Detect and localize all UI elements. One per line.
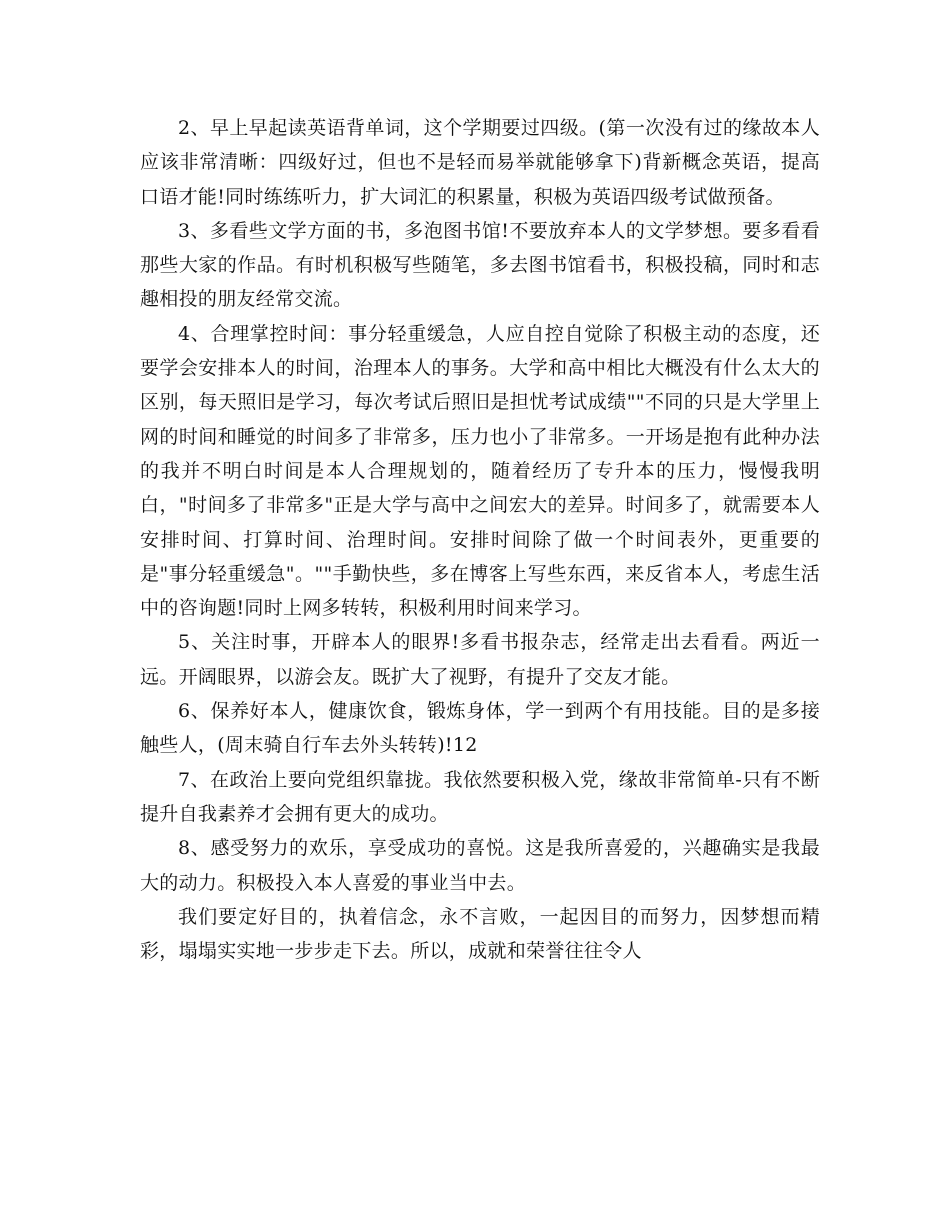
paragraph-conclusion: 我们要定好目的，执着信念，永不言败，一起因目的而努力，因梦想而精彩，塌塌实实地一步步走下去。所以，成就和荣誉往往令人 bbox=[140, 905, 820, 963]
paragraph-literature: 3、多看些文学方面的书，多泡图书馆!不要放弃本人的文学梦想。要多看看那些大家的作品。有时机积极写些随笔，多去图书馆看书，积极投稿，同时和志趣相投的朋友经常交流。 bbox=[140, 219, 820, 311]
paragraph-health: 6、保养好本人，健康饮食，锻炼身体，学一到两个有用技能。目的是多接触些人，(周末骑自行车去外头转转)!12 bbox=[140, 700, 820, 757]
paragraph-politics: 7、在政治上要向党组织靠拢。我依然要积极入党，缘故非常简单-只有不断提升自我素养才会拥有更大的成功。 bbox=[140, 768, 820, 825]
paragraph-joy-of-effort: 8、感受努力的欢乐，享受成功的喜悦。这是我所喜爱的，兴趣确实是我最大的动力。积极投入本人喜爱的事业当中去。 bbox=[140, 837, 820, 894]
document-body bbox=[140, 111, 820, 968]
paragraph-time-management: 4、合理掌控时间：事分轻重缓急，人应自控自觉除了积极主动的态度，还要学会安排本人的时间，治理本人的事务。大学和高中相比大概没有什么太大的区别，每天照旧是学习，每次考试后照旧是担忧考试成绩""不同的只是大学里上网的时间和睡觉的时间多了非常多，压力也小了非常多。一开场是抱有此种办法的我并不明白时间是本人合理规划的，随着经历了专升本的压力，慢慢我明白，"时间多了非常多"正是大学与高中之间宏大的差异。时间多了，就需要本人安排时间、打算时间、治理时间。安排时间除了做一个时间表外，更重要的是"事分轻重缓急"。""手勤快些，多在博客上写些东西，来反省本人，考虑生活中的咨询题!同时上网多转转，积极利用时间来学习。 bbox=[140, 322, 820, 620]
paragraph-english-study: 2、早上早起读英语背单词，这个学期要过四级。(第一次没有过的缘故本人应该非常清晰：四级好过，但也不是轻而易举就能够拿下)背新概念英语，提高口语才能!同时练练听力，扩大词汇的积累量，积极为英语四级考试做预备。 bbox=[140, 117, 820, 208]
paragraph-current-affairs: 5、关注时事，开辟本人的眼界!多看书报杂志，经常走出去看看。两近一远。开阔眼界，以游会友。既扩大了视野，有提升了交友才能。 bbox=[140, 631, 820, 688]
